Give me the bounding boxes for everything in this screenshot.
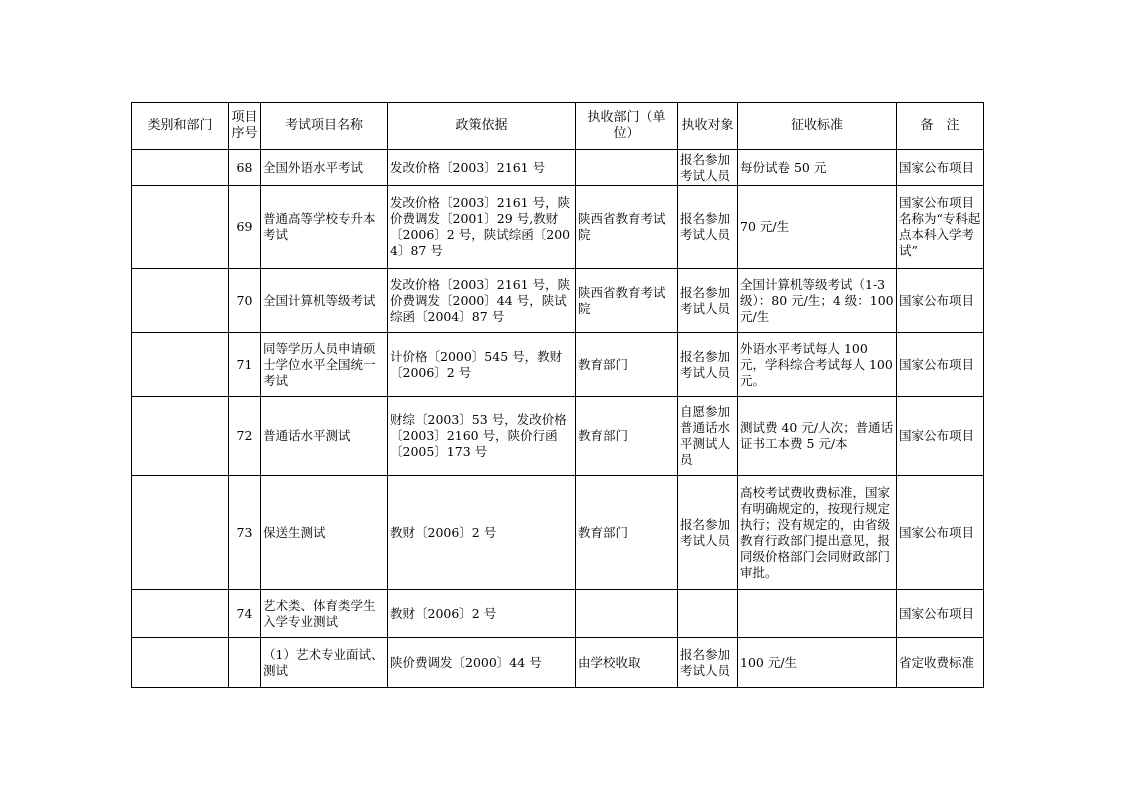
cell-seq: 73 (229, 476, 261, 590)
cell-category (132, 476, 229, 590)
cell-standard (738, 590, 897, 638)
cell-standard: 70 元/生 (738, 186, 897, 269)
cell-name: 保送生测试 (261, 476, 388, 590)
cell-name: 普通高等学校专升本考试 (261, 186, 388, 269)
cell-name: 艺术类、体育类学生入学专业测试 (261, 590, 388, 638)
cell-standard: 全国计算机等级考试（1-3 级）：80 元/生；4 级：100 元/生 (738, 269, 897, 333)
cell-dept (576, 150, 678, 186)
header-row (132, 103, 984, 150)
cell-seq: 69 (229, 186, 261, 269)
cell-category (132, 590, 229, 638)
cell-target: 报名参加考试人员 (678, 186, 738, 269)
cell-name: 同等学历人员申请硕士学位水平全国统一考试 (261, 333, 388, 397)
cell-name: 全国外语水平考试 (261, 150, 388, 186)
cell-basis: 发改价格〔2003〕2161 号 (388, 150, 576, 186)
cell-note: 国家公布项目 (897, 150, 984, 186)
cell-note: 国家公布项目 (897, 590, 984, 638)
table-row (132, 150, 984, 186)
col-header-category: 类别和部门 (132, 103, 229, 150)
cell-category (132, 638, 229, 688)
cell-note: 国家公布项目 (897, 333, 984, 397)
cell-seq: 70 (229, 269, 261, 333)
cell-dept: 陕西省教育考试院 (576, 186, 678, 269)
cell-seq: 71 (229, 333, 261, 397)
col-header-basis: 政策依据 (388, 103, 576, 150)
cell-note: 国家公布项目 (897, 476, 984, 590)
cell-standard: 外语水平考试每人 100 元，学科综合考试每人 100 元。 (738, 333, 897, 397)
cell-standard: 每份试卷 50 元 (738, 150, 897, 186)
cell-dept: 教育部门 (576, 476, 678, 590)
cell-dept (576, 590, 678, 638)
cell-category (132, 333, 229, 397)
table-row (132, 333, 984, 397)
cell-basis: 教财〔2006〕2 号 (388, 476, 576, 590)
cell-standard: 100 元/生 (738, 638, 897, 688)
cell-note: 国家公布项目 (897, 397, 984, 476)
fee-table (131, 102, 984, 688)
table-row (132, 476, 984, 590)
table-row (132, 638, 984, 688)
cell-note: 省定收费标准 (897, 638, 984, 688)
col-header-note: 备 注 (897, 103, 984, 150)
col-header-dept: 执收部门（单位） (576, 103, 678, 150)
cell-target: 报名参加考试人员 (678, 150, 738, 186)
cell-note: 国家公布项目名称为“专科起点本科入学考试” (897, 186, 984, 269)
cell-category (132, 397, 229, 476)
cell-dept: 教育部门 (576, 333, 678, 397)
cell-seq (229, 638, 261, 688)
col-header-standard: 征收标准 (738, 103, 897, 150)
cell-basis: 计价格〔2000〕545 号，教财〔2006〕2 号 (388, 333, 576, 397)
cell-basis: 发改价格〔2003〕2161 号，陕价费调发〔2000〕44 号，陕试综函〔2004〕87 号 (388, 269, 576, 333)
cell-name: （1）艺术专业面试、测试 (261, 638, 388, 688)
col-header-seq: 项目序号 (229, 103, 261, 150)
col-header-target: 执收对象 (678, 103, 738, 150)
cell-dept: 由学校收取 (576, 638, 678, 688)
cell-category (132, 186, 229, 269)
cell-basis: 教财〔2006〕2 号 (388, 590, 576, 638)
cell-target: 报名参加考试人员 (678, 476, 738, 590)
cell-seq: 68 (229, 150, 261, 186)
cell-dept: 教育部门 (576, 397, 678, 476)
col-header-name: 考试项目名称 (261, 103, 388, 150)
cell-category (132, 269, 229, 333)
cell-name: 普通话水平测试 (261, 397, 388, 476)
cell-target: 报名参加考试人员 (678, 269, 738, 333)
cell-standard: 高校考试费收费标准，国家有明确规定的，按现行规定执行；没有规定的，由省级教育行政部门提出意见，报同级价格部门会同财政部门审批。 (738, 476, 897, 590)
cell-category (132, 150, 229, 186)
cell-target: 报名参加考试人员 (678, 333, 738, 397)
table-row (132, 397, 984, 476)
cell-dept: 陕西省教育考试院 (576, 269, 678, 333)
table-row (132, 269, 984, 333)
cell-basis: 陕价费调发〔2000〕44 号 (388, 638, 576, 688)
cell-standard: 测试费 40 元/人次；普通话证书工本费 5 元/本 (738, 397, 897, 476)
cell-basis: 财综〔2003〕53 号，发改价格〔2003〕2160 号，陕价行函〔2005〕173 号 (388, 397, 576, 476)
cell-basis: 发改价格〔2003〕2161 号，陕价费调发〔2001〕29 号,教财〔2006〕2 号，陕试综函〔2004〕87 号 (388, 186, 576, 269)
table-row (132, 186, 984, 269)
cell-seq: 74 (229, 590, 261, 638)
cell-target: 报名参加考试人员 (678, 638, 738, 688)
cell-note: 国家公布项目 (897, 269, 984, 333)
cell-target: 自愿参加普通话水平测试人员 (678, 397, 738, 476)
cell-name: 全国计算机等级考试 (261, 269, 388, 333)
table-row (132, 590, 984, 638)
cell-target (678, 590, 738, 638)
cell-seq: 72 (229, 397, 261, 476)
